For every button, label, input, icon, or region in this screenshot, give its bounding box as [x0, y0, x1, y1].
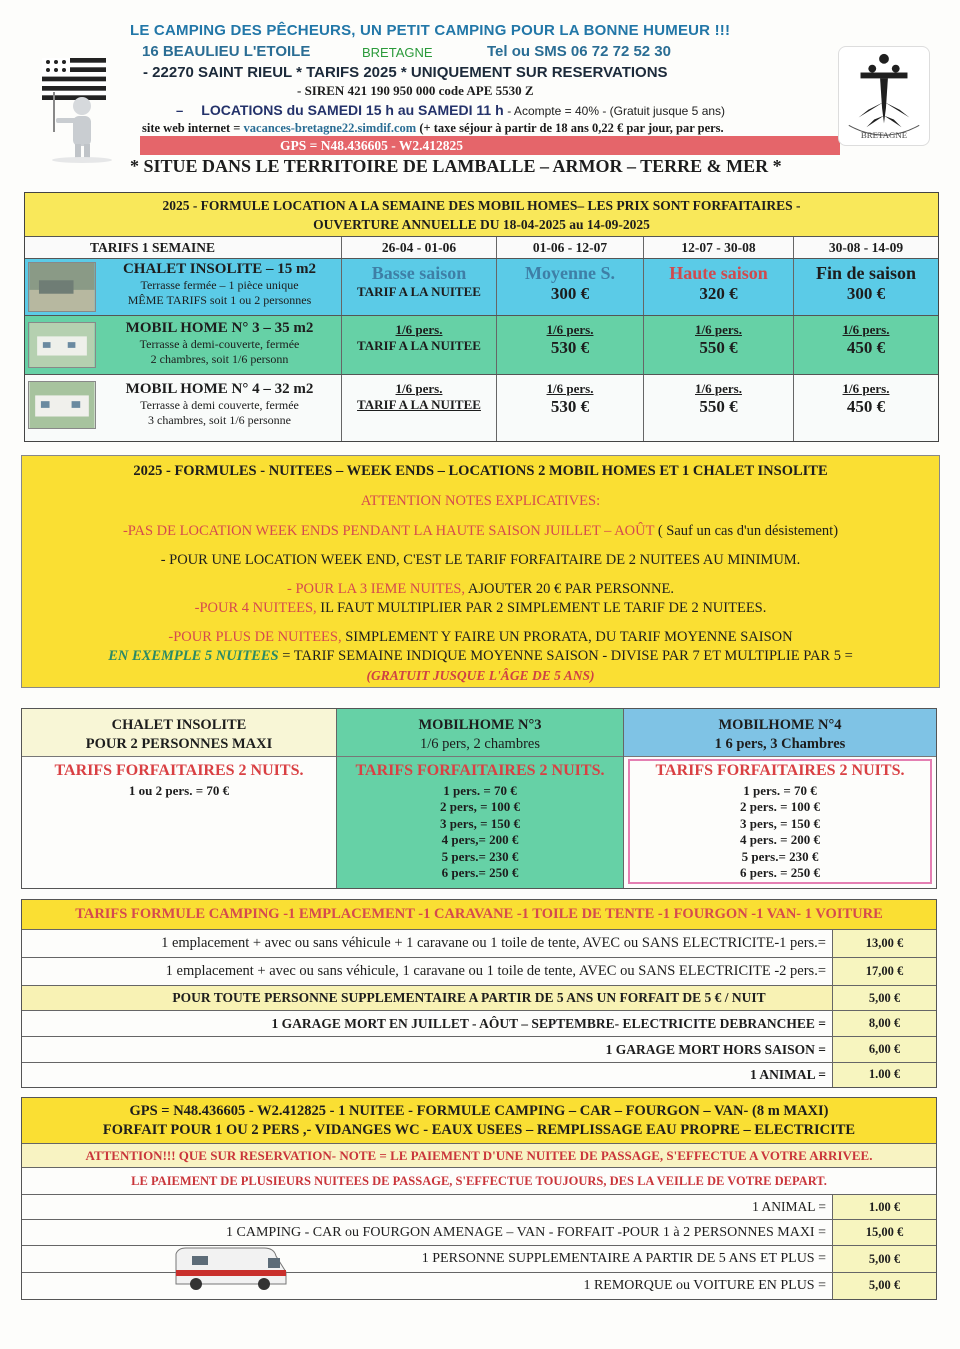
- price-value: TARIF A LA NUITEE: [357, 397, 481, 412]
- table-row: [22, 986, 936, 1011]
- product-desc: Terrasse fermée – 1 pièce unique: [140, 278, 299, 292]
- person-figure-icon: [26, 92, 136, 164]
- column-header: [624, 709, 936, 757]
- price-value: 450 €: [846, 338, 886, 357]
- row-label: 1 emplacement + avec ou sans véhicule + 1 caravane ou 1 toile de tente, AVEC ou SANS ELECTRICITE-1 pers.=: [22, 930, 833, 957]
- table-row: [25, 259, 938, 316]
- dash: –: [176, 103, 184, 118]
- col-header: 01-06 - 12-07: [497, 237, 644, 258]
- forfait-title: TARIFS FORFAITAIRES 2 NUITS.: [54, 762, 304, 779]
- campingcar-title-2: FORFAIT POUR 1 OU 2 PERS ,- VIDANGES WC - EAUX USEES – REMPLISSAGE EAU PROPRE – ELECTRICITE: [102, 1122, 856, 1138]
- persons-label: 1/6 pers.: [546, 381, 594, 396]
- price-cell: [794, 375, 938, 441]
- note-line: [22, 647, 939, 666]
- column-header: [337, 709, 623, 757]
- col-header: 30-08 - 14-09: [828, 240, 904, 255]
- gps-banner: [140, 136, 840, 155]
- row-value: 5,00 €: [833, 1246, 936, 1272]
- price-cell: [644, 375, 794, 441]
- price-cell: [342, 316, 497, 374]
- weekly-title-1: 2025 - FORMULE LOCATION A LA SEMAINE DES MOBIL HOMES– LES PRIX SONT FORFAITAIRES -: [162, 198, 801, 213]
- product-desc: Terrasse à demi-couverte, fermée: [139, 337, 300, 351]
- price-line: 2 pers. = 100 €: [740, 799, 820, 814]
- price-value: 530 €: [550, 397, 590, 416]
- persons-label: 1/6 pers.: [842, 381, 890, 396]
- note-line: [22, 522, 939, 541]
- column-subtitle: 1/6 pers, 2 chambres: [420, 736, 540, 752]
- address-line: 16 BEAULIEU L'ETOILE: [142, 43, 311, 60]
- chalet-column: [22, 709, 337, 888]
- price-cell: [497, 375, 644, 441]
- season-label: Basse saison: [371, 263, 467, 283]
- table-row: [22, 1011, 936, 1037]
- table-row: [22, 930, 936, 958]
- season-label: Moyenne S.: [525, 263, 615, 283]
- acompte-text: - Acompte = 40% - (Gratuit jusque 5 ans): [507, 104, 726, 118]
- price-cell: [497, 316, 644, 374]
- campingcar-payment-note: LE PAIEMENT DE PLUSIEURS NUITEES DE PASSAGE, S'EFFECTUE TOUJOURS, DES LA VEILLE DE VOTRE DEPART.: [22, 1168, 936, 1195]
- row-value: 15,00 €: [833, 1220, 936, 1245]
- product-desc: 3 chambres, soit 1/6 personne: [148, 413, 291, 427]
- price-line: 1 ou 2 pers. = 70 €: [128, 782, 230, 798]
- product-name: MOBIL HOME N° 4 – 32 m2: [125, 381, 314, 397]
- row-label: 1 ANIMAL =: [22, 1195, 833, 1219]
- row-value: 6,00 €: [833, 1037, 936, 1062]
- location-subtitle: * SITUE DANS LE TERRITOIRE DE LAMBALLE – ARMOR – TERRE & MER *: [130, 156, 782, 176]
- row-value: 13,00 €: [833, 930, 936, 957]
- product-desc: MÊME TARIFS soit 1 ou 2 personnes: [127, 293, 312, 307]
- mh3-column: [337, 709, 624, 888]
- note-text: -POUR PLUS DE NUITEES,: [168, 629, 342, 645]
- notes-attention: ATTENTION NOTES EXPLICATIVES:: [360, 493, 601, 509]
- price-line: 5 pers.= 230 €: [441, 848, 519, 864]
- row-label: 1 ANIMAL =: [22, 1063, 833, 1087]
- persons-label: 1/6 pers.: [546, 322, 594, 337]
- price-line: 3 pers, = 150 €: [440, 815, 520, 831]
- row-value: 5,00 €: [833, 1273, 936, 1299]
- column-title: MOBILHOME N°4: [718, 717, 842, 733]
- column-title: MOBILHOME N°3: [418, 717, 542, 733]
- persons-label: 1/6 pers.: [695, 381, 742, 396]
- note-line: - POUR UNE LOCATION WEEK END, C'EST LE TARIF FORFAITAIRE DE 2 NUITEES AU MINIMUM.: [160, 552, 801, 568]
- campingcar-title-1: GPS = N48.436605 - W2.412825 - 1 NUITEE - FORMULE CAMPING – CAR – FOURGON – VAN- (8 m MAXI): [129, 1103, 829, 1119]
- website-link[interactable]: vacances-bretagne22.simdif.com: [243, 121, 417, 135]
- note-text: -POUR 4 NUITEES,: [194, 600, 317, 616]
- price-line: 2 pers, = 100 €: [440, 799, 520, 814]
- table-row: [25, 316, 938, 375]
- weekly-header-row: [25, 237, 938, 259]
- campingcar-attention: ATTENTION!!! QUE SUR RESERVATION- NOTE = LE PAIEMENT D'UNE NUITEE DE PASSAGE, S'EFFECTUE A VOTRE ARRIVEE.: [22, 1144, 936, 1168]
- weekly-title: [25, 193, 938, 237]
- col-header: TARIFS 1 SEMAINE: [25, 237, 342, 258]
- persons-label: 1/6 pers.: [695, 322, 742, 337]
- price-value: 530 €: [550, 338, 590, 357]
- site-label: site web internet =: [142, 121, 241, 135]
- product-desc: 2 chambres, soit 1/6 personn: [150, 352, 289, 366]
- column-title: CHALET INSOLITE: [111, 717, 247, 733]
- price-value: TARIF A LA NUITEE: [357, 284, 481, 299]
- column-body: [22, 763, 336, 894]
- forfait-title: TARIFS FORFAITAIRES 2 NUITS.: [655, 762, 905, 779]
- price-value: 320 €: [699, 284, 738, 303]
- price-value: 550 €: [699, 397, 738, 416]
- row-label: 1 emplacement + avec ou sans véhicule, 1 caravane ou 1 toile de tente, AVEC ou SANS ELECTRICITE -2 pers.=: [22, 958, 833, 985]
- table-row: [25, 375, 938, 441]
- camping-car-icon: [172, 1246, 290, 1292]
- note-line: [22, 580, 939, 599]
- product-name: MOBIL HOME N° 3 – 35 m2: [125, 320, 314, 336]
- col-header: 12-07 - 30-08: [644, 237, 794, 258]
- row-label: 1 REMORQUE ou VOITURE EN PLUS =: [22, 1273, 833, 1299]
- mh4-column: [624, 709, 936, 888]
- weekly-rates-table: [24, 192, 939, 442]
- table-row: [22, 1220, 936, 1246]
- table-row: [22, 1273, 936, 1299]
- weekly-title-2: OUVERTURE ANNUELLE DU 18-04-2025 au 14-09-2025: [313, 217, 650, 232]
- forfait-title: TARIFS FORFAITAIRES 2 NUITS.: [355, 762, 605, 779]
- notes-title: 2025 - FORMULES - NUITEES – WEEK ENDS – LOCATIONS 2 MOBIL HOMES ET 1 CHALET INSOLITE: [133, 463, 828, 479]
- camping-rates-table: [21, 899, 937, 1088]
- camping-slogan: LE CAMPING DES PÊCHEURS, UN PETIT CAMPING POUR LA BONNE HUMEUR !!!: [130, 22, 731, 39]
- column-subtitle: POUR 2 PERSONNES MAXI: [85, 736, 273, 752]
- column-subtitle: 1 6 pers, 3 Chambres: [714, 736, 846, 752]
- row-value: 8,00 €: [833, 1011, 936, 1036]
- row-label: 1 CAMPING - CAR ou FOURGON AMENAGE – VAN - FORFAIT -POUR 1 à 2 PERSONNES MAXI =: [22, 1220, 833, 1245]
- gps-text: GPS = N48.436605 - W2.412825: [280, 138, 463, 153]
- price-value: 550 €: [699, 338, 738, 357]
- chalet-photo-icon: [28, 262, 96, 312]
- row-value: 17,00 €: [833, 958, 936, 985]
- siren-line: - SIREN 421 190 950 000 code APE 5530 Z: [297, 83, 534, 98]
- note-text: SIMPLEMENT Y FAIRE UN PRORATA, DU TARIF MOYENNE SAISON: [345, 629, 793, 645]
- price-line: 6 pers.= 250 €: [441, 865, 519, 880]
- price-line: 3 pers, = 150 €: [740, 815, 820, 831]
- note-line: [22, 599, 939, 618]
- campingcar-title: [22, 1098, 936, 1144]
- price-line: 5 pers.= 230 €: [741, 848, 819, 864]
- table-row: [22, 1037, 936, 1063]
- row-label: 1 PERSONNE SUPPLEMENTAIRE A PARTIR DE 5 ANS ET PLUS =: [22, 1246, 833, 1272]
- price-line: 1 pers. = 70 €: [743, 782, 817, 798]
- price-value: 300 €: [846, 284, 886, 303]
- locations-line: [176, 102, 725, 118]
- persons-label: 1/6 pers.: [842, 322, 890, 337]
- price-value: 450 €: [846, 397, 886, 416]
- note-text: IL FAUT MULTIPLIER PAR 2 SIMPLEMENT LE TARIF DE 2 NUITEES.: [320, 600, 767, 616]
- price-line: 1 pers. = 70 €: [443, 782, 517, 798]
- logo-text: BRETAGNE: [860, 130, 908, 141]
- mobilhome-photo-icon: [28, 322, 96, 368]
- price-cell: [497, 259, 644, 315]
- price-cell: [644, 316, 794, 374]
- col-header: 26-04 - 01-06: [342, 237, 497, 258]
- table-row: [22, 1195, 936, 1220]
- note-text: - POUR LA 3 IEME NUITES,: [287, 581, 466, 597]
- table-row: [22, 1246, 936, 1273]
- region-label: BRETAGNE: [362, 45, 433, 60]
- camping-title: TARIFS FORMULE CAMPING -1 EMPLACEMENT -1 CARAVANE -1 TOILE DE TENTE -1 FOURGON -1 VAN- 1 VOITURE: [22, 900, 936, 930]
- product-cell: [25, 259, 342, 315]
- price-cell: [342, 259, 497, 315]
- note-text: AJOUTER 20 € PAR PERSONNE.: [467, 581, 674, 597]
- row-value: 1.00 €: [833, 1063, 936, 1087]
- price-line: 4 pers,= 200 €: [441, 832, 519, 847]
- tarifs-title: - 22270 SAINT RIEUL * TARIFS 2025 * UNIQUEMENT SUR RESERVATIONS: [143, 64, 668, 81]
- product-cell: [25, 375, 342, 441]
- note-text: -PAS DE LOCATION WEEK ENDS PENDANT LA HAUTE SAISON JUILLET – AOÛT: [122, 523, 655, 539]
- explanatory-notes: [21, 455, 940, 688]
- price-value: 300 €: [550, 284, 590, 303]
- persons-label: 1/6 pers.: [395, 322, 443, 337]
- price-line: 6 pers. = 250 €: [740, 865, 820, 880]
- table-row: [22, 1063, 936, 1087]
- persons-label: 1/6 pers.: [395, 381, 443, 396]
- price-value: TARIF A LA NUITEE: [357, 338, 481, 353]
- column-body: [628, 759, 932, 884]
- price-cell: [794, 259, 938, 315]
- column-header: [22, 709, 336, 757]
- season-label: Haute saison: [669, 263, 768, 283]
- price-cell: [794, 316, 938, 374]
- season-label: Fin de saison: [815, 263, 917, 283]
- price-cell: [644, 259, 794, 315]
- note-text: ( Sauf un cas d'un désistement): [657, 523, 839, 539]
- table-row: [22, 958, 936, 986]
- website-line: [142, 121, 724, 136]
- two-nights-table: [21, 708, 937, 889]
- ermine-logo-icon: [838, 46, 930, 146]
- row-label: 1 GARAGE MORT HORS SAISON =: [22, 1037, 833, 1062]
- price-line: 4 pers. = 200 €: [740, 832, 820, 847]
- row-label: 1 GARAGE MORT EN JUILLET - AÔUT – SEPTEMBRE- ELECTRICITE DEBRANCHEE =: [22, 1011, 833, 1036]
- row-value: 5,00 €: [833, 986, 936, 1010]
- product-cell: [25, 316, 342, 374]
- product-name: CHALET INSOLITE – 15 m2: [122, 261, 317, 277]
- note-line: (GRATUIT JUSQUE L'ÂGE DE 5 ANS): [366, 668, 595, 683]
- locations-text: LOCATIONS du SAMEDI 15 h au SAMEDI 11 h: [201, 102, 504, 118]
- campingcar-rates-table: [21, 1097, 937, 1300]
- column-body: [337, 763, 623, 894]
- mobilhome-photo-icon: [28, 381, 96, 429]
- row-label: POUR TOUTE PERSONNE SUPPLEMENTAIRE A PARTIR DE 5 ANS UN FORFAIT DE 5 € / NUIT: [22, 986, 833, 1010]
- phone-number: Tel ou SMS 06 72 72 52 30: [487, 43, 671, 60]
- taxe-text: (+ taxe séjour à partir de 18 ans 0,22 € par jour, par pers.: [419, 121, 724, 135]
- note-line: [22, 628, 939, 647]
- price-cell: [342, 375, 497, 441]
- note-text: EN EXEMPLE 5 NUITEES: [108, 648, 279, 664]
- row-value: 1.00 €: [833, 1195, 936, 1219]
- note-text: = TARIF SEMAINE INDIQUE MOYENNE SAISON - DIVISE PAR 7 ET MULTIPLIE PAR 5 =: [282, 648, 853, 664]
- product-desc: Terrasse à demi couverte, fermée: [140, 398, 299, 412]
